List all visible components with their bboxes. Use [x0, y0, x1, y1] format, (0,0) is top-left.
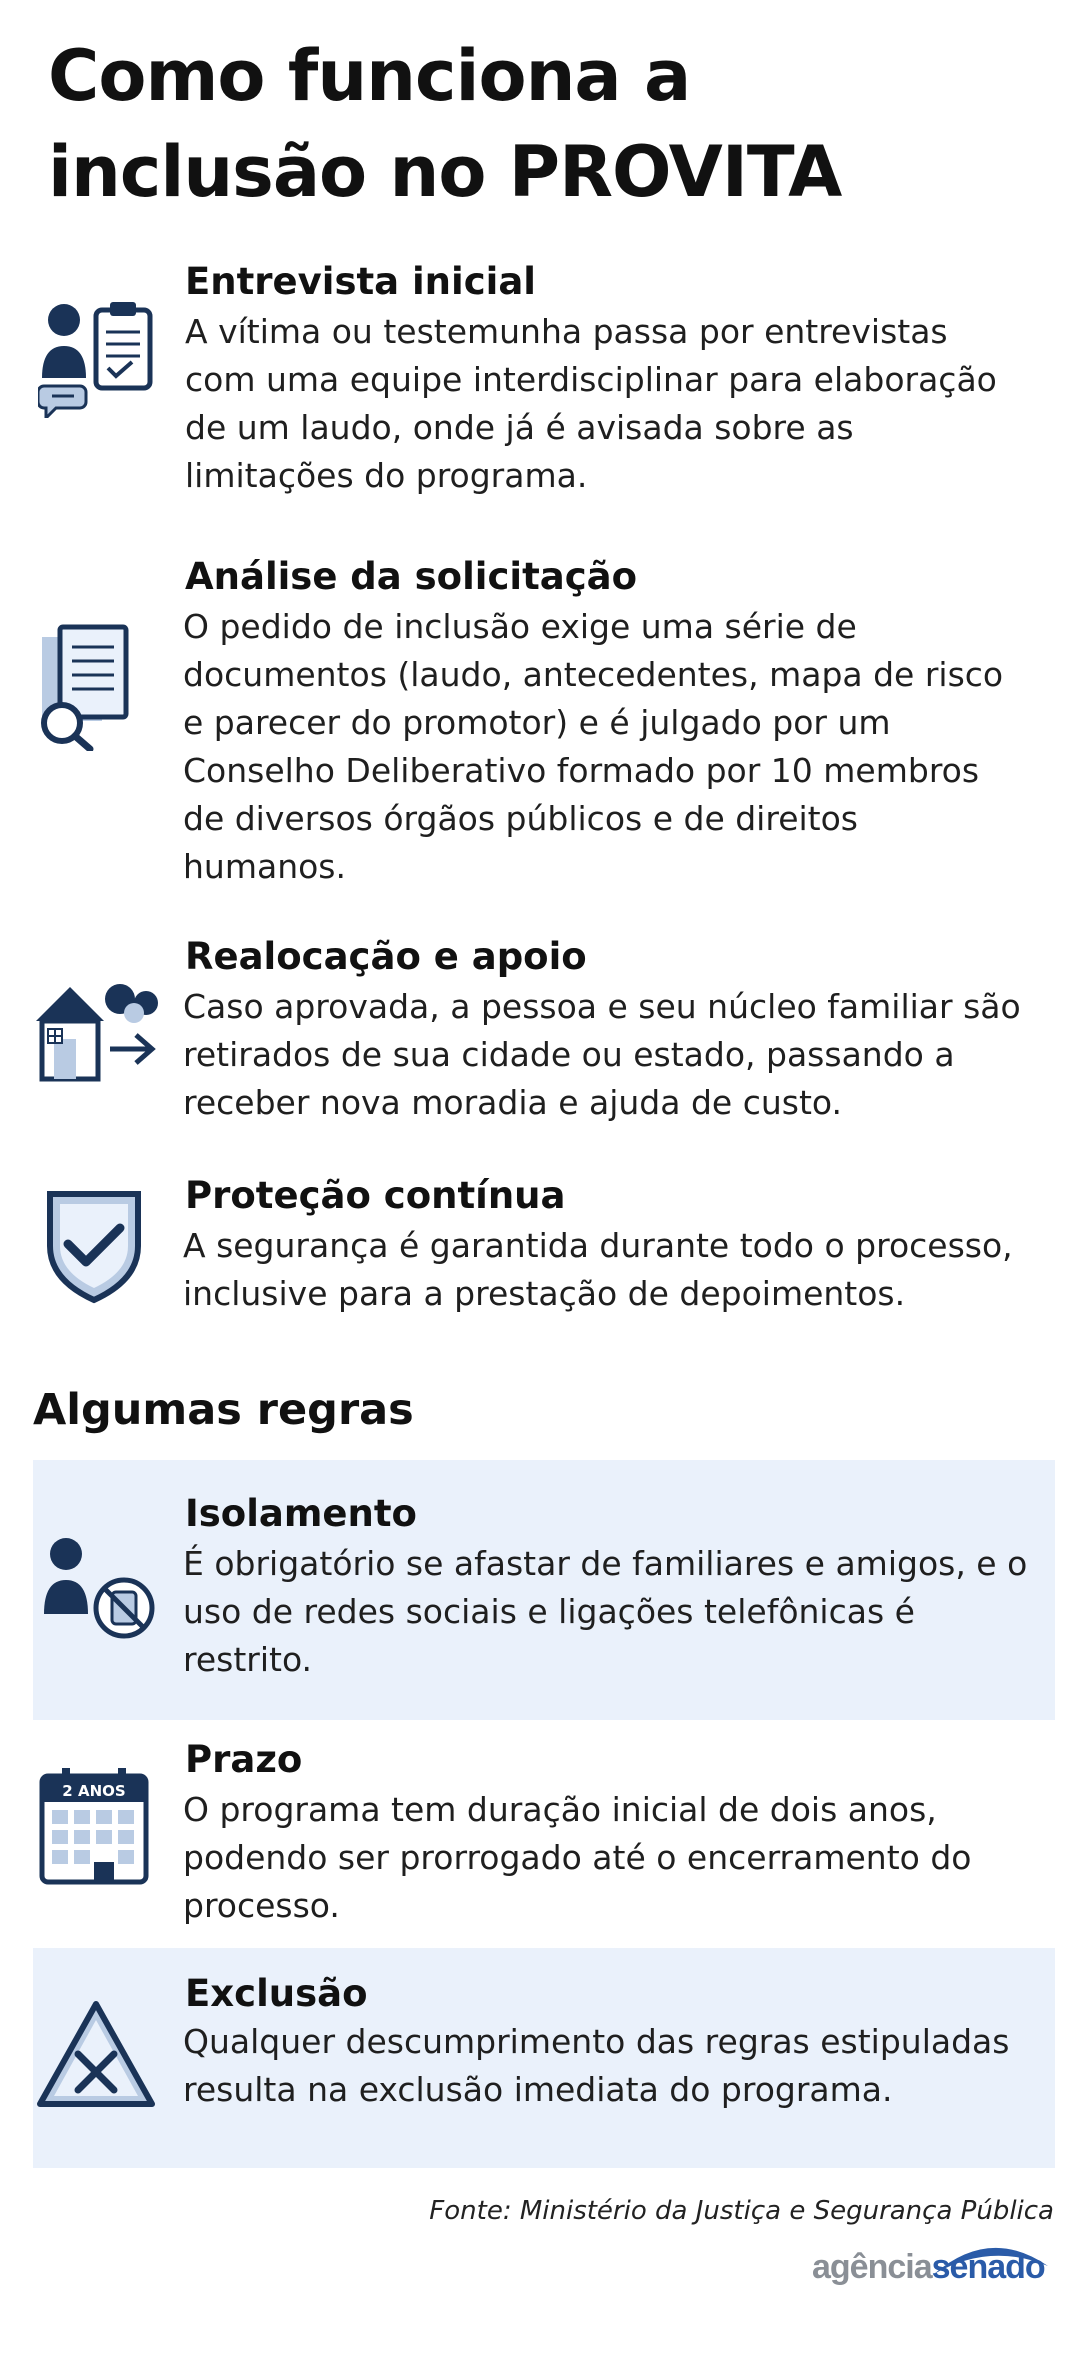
calendar-icon — [38, 1766, 150, 1888]
body-line: O programa tem duração inicial de dois anos, — [183, 1790, 937, 1829]
body-line: de diversos órgãos públicos e de direitos — [183, 799, 858, 838]
isolation-icon — [40, 1532, 160, 1642]
rule-heading: Exclusão — [185, 1972, 368, 2015]
shield-check-icon — [44, 1188, 144, 1304]
body-line: podendo ser prorrogado até o encerramento do — [183, 1838, 972, 1877]
rule-heading: Isolamento — [185, 1492, 417, 1535]
body-line: É obrigatório se afastar de familiares e amigos, e o — [183, 1544, 1028, 1583]
page-title — [48, 28, 1048, 220]
body-line: processo. — [183, 1886, 340, 1925]
body-line: Caso aprovada, a pessoa e seu núcleo familiar são — [183, 987, 1021, 1026]
body-line: de um laudo, onde já é avisada sobre as — [185, 408, 854, 447]
body-line: com uma equipe interdisciplinar para elaboração — [185, 360, 997, 399]
body-line: limitações do programa. — [185, 456, 588, 495]
step-body — [183, 1222, 1043, 1318]
body-line: uso de redes sociais e ligações telefônicas é restrito. — [183, 1592, 915, 1679]
calendar-label: 2 ANOS — [62, 1782, 126, 1800]
brand-part-2: senado — [931, 2248, 1045, 2286]
body-line: resulta na exclusão imediata do programa. — [183, 2070, 893, 2109]
interview-icon — [38, 298, 156, 418]
warning-x-icon — [34, 1998, 158, 2112]
brand-logo — [812, 2248, 1045, 2287]
brand-part-1: agência — [812, 2248, 932, 2286]
title-line-1: Como funciona a — [48, 35, 691, 117]
body-line: receber nova moradia e ajuda de custo. — [183, 1083, 842, 1122]
rule-body — [183, 1786, 1043, 1930]
house-relocation-icon — [34, 977, 164, 1087]
body-line: A vítima ou testemunha passa por entrevistas — [185, 312, 948, 351]
step-heading: Proteção contínua — [185, 1174, 566, 1217]
body-line: Conselho Deliberativo formado por 10 membros — [183, 751, 980, 790]
step-body — [183, 983, 1043, 1127]
body-line: A segurança é garantida durante todo o processo, — [183, 1226, 1013, 1265]
rule-heading: Prazo — [185, 1738, 303, 1781]
rule-body — [183, 1540, 1043, 1684]
rules-title: Algumas regras — [33, 1385, 414, 1435]
body-line: retirados de sua cidade ou estado, passando a — [183, 1035, 955, 1074]
body-line: Qualquer descumprimento das regras estipuladas — [183, 2022, 1010, 2061]
body-line: e parecer do promotor) e é julgado por um — [183, 703, 891, 742]
body-line: inclusive para a prestação de depoimentos. — [183, 1274, 906, 1313]
step-body — [185, 308, 1045, 500]
title-line-2: inclusão no PROVITA — [48, 131, 842, 213]
body-line: humanos. — [183, 847, 346, 886]
step-heading: Análise da solicitação — [185, 555, 638, 598]
rule-body — [183, 2018, 1043, 2114]
step-heading: Realocação e apoio — [185, 935, 587, 978]
body-line: O pedido de inclusão exige uma série de — [183, 607, 857, 646]
document-search-icon — [38, 623, 138, 751]
body-line: documentos (laudo, antecedentes, mapa de risco — [183, 655, 1004, 694]
step-body — [183, 603, 1043, 891]
source-note: Fonte: Ministério da Justiça e Segurança Pública — [429, 2196, 1054, 2226]
step-heading: Entrevista inicial — [185, 260, 536, 303]
